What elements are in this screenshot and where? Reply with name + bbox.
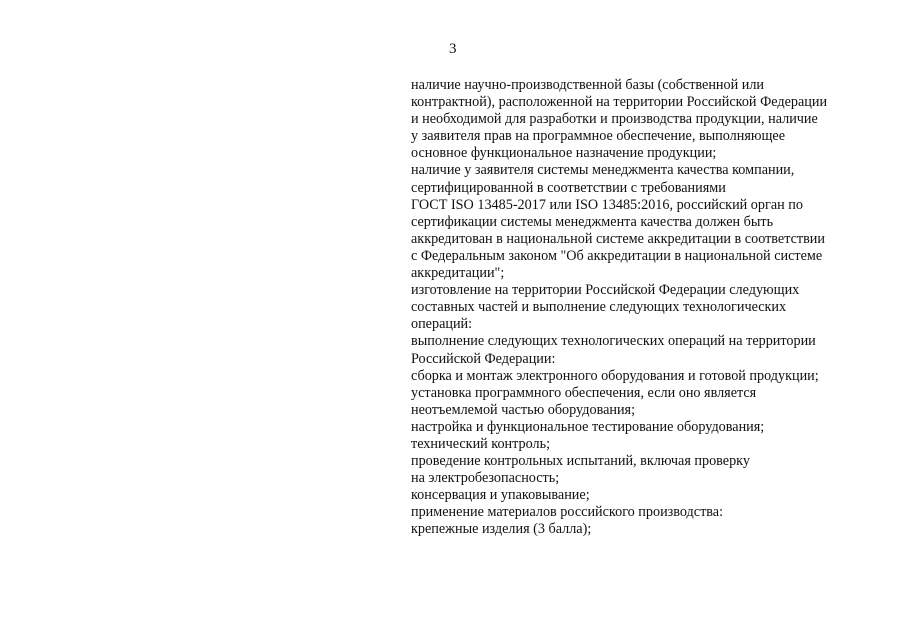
text-line: с Федеральным законом "Об аккредитации в национальной системе <box>411 247 823 264</box>
text-line: настройка и функциональное тестирование оборудования; <box>411 418 765 435</box>
page-number: 3 <box>449 41 457 57</box>
text-line: на электробезопасность; <box>411 470 560 487</box>
text-line: наличие у заявителя системы менеджмента качества компании, <box>411 162 795 179</box>
text-line: сертифицированной в соответствии с требованиями <box>411 179 726 196</box>
text-line: технический контроль; <box>411 435 551 452</box>
text-line: выполнение следующих технологических операций на территории <box>411 333 816 350</box>
text-line: сертификации системы менеджмента качества должен быть <box>411 213 774 230</box>
text-line: крепежные изделия (3 балла); <box>411 521 592 538</box>
text-line: сборка и монтаж электронного оборудования и готовой продукции; <box>411 367 819 384</box>
text-line: применение материалов российского производства: <box>411 504 724 521</box>
text-line: ГОСТ ISO 13485-2017 или ISO 13485:2016, российский орган по <box>411 196 803 213</box>
text-line: основное функциональное назначение продукции; <box>411 145 717 162</box>
text-line: Российской Федерации: <box>411 350 556 367</box>
text-line: у заявителя прав на программное обеспечение, выполняющее <box>411 128 785 145</box>
text-line: составных частей и выполнение следующих технологических <box>411 299 787 316</box>
text-line: операций: <box>411 316 473 333</box>
text-line: неотъемлемой частью оборудования; <box>411 401 636 418</box>
text-line: аккредитации"; <box>411 265 505 282</box>
text-line: контрактной), расположенной на территории Российской Федерации <box>411 94 828 111</box>
text-line: проведение контрольных испытаний, включая проверку <box>411 453 750 470</box>
text-line: аккредитован в национальной системе аккредитации в соответствии <box>411 230 825 247</box>
document-body-text <box>411 77 881 539</box>
text-line: наличие научно-производственной базы (собственной или <box>411 77 765 93</box>
text-line: изготовление на территории Российской Федерации следующих <box>411 282 800 299</box>
text-line: и необходимой для разработки и производства продукции, наличие <box>411 111 818 128</box>
text-line: консервация и упаковывание; <box>411 487 590 504</box>
text-line: установка программного обеспечения, если оно является <box>411 384 757 401</box>
